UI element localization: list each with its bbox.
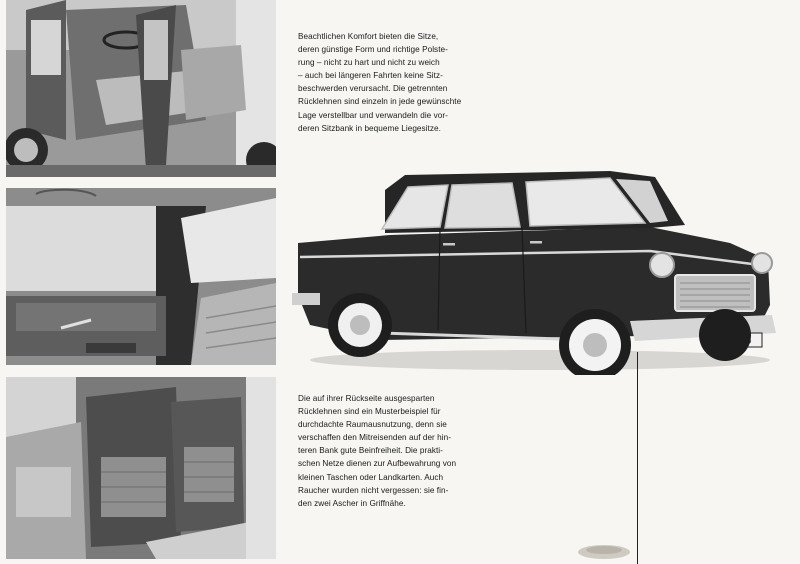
- sedan-car-illustration: [290, 165, 780, 375]
- rear-door-illustration: [6, 188, 276, 365]
- photo-seat-backs: [6, 377, 276, 559]
- fold-line: [637, 352, 638, 564]
- seat-backs-illustration: [6, 377, 276, 559]
- photo-interior-front: [6, 0, 276, 177]
- interior-front-illustration: [6, 0, 276, 177]
- paragraph-rear-backs: Die auf ihrer Rückseite ausgesparten Rücklehnen sind ein Musterbeispiel für durchdachte Raumausnutzung, denn sie verschaffen den Mitreisenden auf der hin- teren Bank gute Beinfreiheit. Die prakti- schen Netze dienen zur Aufbewahrung von kleinen Taschen oder Landkarten. Auch Raucher wurden nicht vergessen: sie fin- den zwei Ascher in Griffnähe.: [298, 394, 457, 508]
- paragraph-seats: Beachtlichen Komfort bieten die Sitze, deren günstige Form und richtige Polste- rung – nicht zu hart und nicht zu weich – auch bei längeren Fahrten keine Sitz- beschwerden verursacht. Die getrennten Rücklehnen sind einzeln in jede gewünschte Lage verstellbar und verwandeln die vor- deren Sitzbank in bequeme Liegesitze.: [298, 32, 462, 133]
- photo-rear-door: [6, 188, 276, 365]
- paper-smudge: [575, 541, 633, 561]
